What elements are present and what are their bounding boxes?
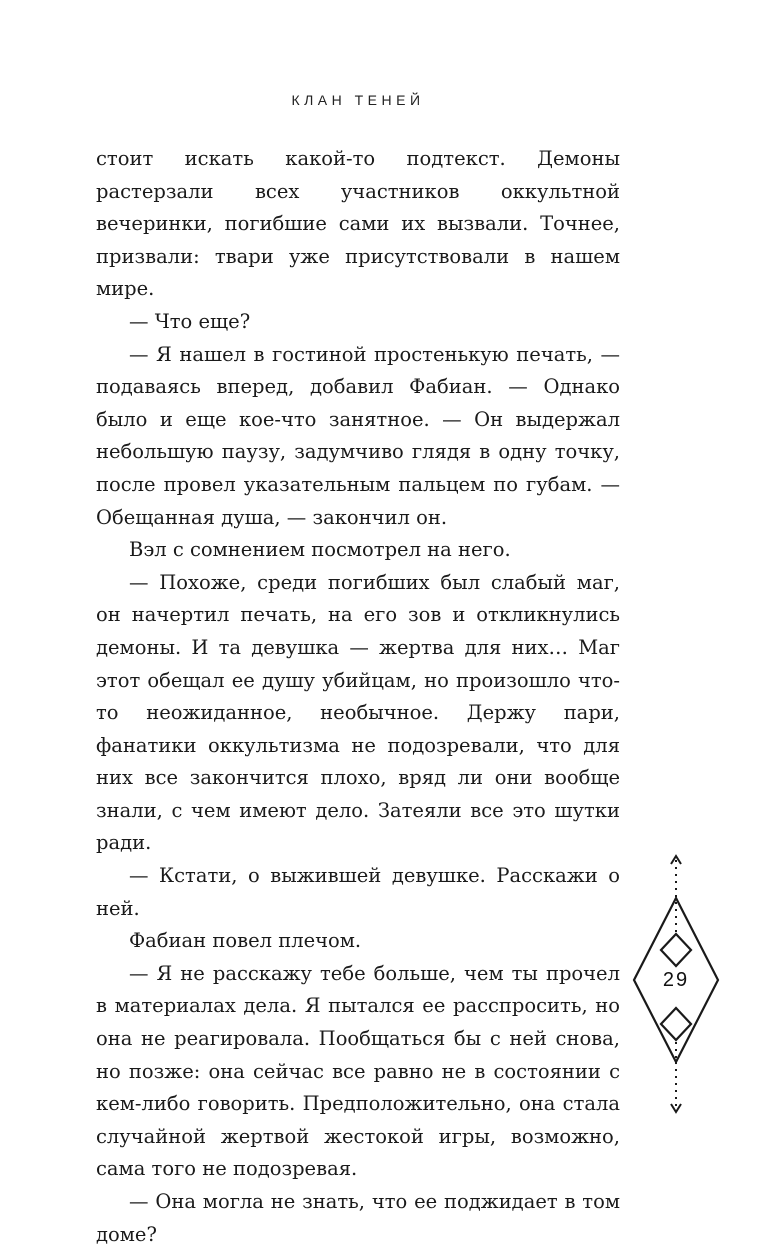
paragraph: Вэл с сомнением посмотрел на него. — [129, 538, 511, 562]
page-number: 29 — [662, 969, 690, 991]
paragraph: — Я нашел в гостиной простенькую печать, — подаваясь вперед, добавил Фабиан. — Однако было и еще кое-что занятное. — Он выдержал небольшую паузу, задумчиво глядя в одну точку, после провел указательным пальцем по губам. — Обещанная душа, — закончил он. — [96, 342, 620, 529]
paragraph: — Она могла не знать, что ее поджидает в том доме? — [96, 1190, 620, 1246]
running-head: КЛАН ТЕНЕЙ — [291, 92, 425, 108]
paragraph: стоит искать какой-то подтекст. Демоны растерзали всех участников оккультной вечеринки, погибшие сами их вызвали. Точнее, призвали: твари уже присутствовали в нашем мире. — [96, 147, 620, 301]
paragraph: — Что еще? — [129, 309, 251, 333]
body-text — [96, 143, 620, 1251]
paragraph: Фабиан повел плечом. — [129, 929, 362, 953]
paragraph: — Похоже, среди погибших был слабый маг, он начертил печать, на его зов и откликнулись демоны. И та девушка — жертва для них… Маг этот обещал ее душу убийцам, но произошло что-то неожиданное, необычное. Держу пари, фанатики оккультизма не подозревали, что для них все закончится плохо, вряд ли они вообще знали, с чем имеют дело. Затеяли все это шутки ради. — [96, 570, 620, 855]
page-folio — [626, 850, 726, 1120]
paragraph: — Кстати, о выжившей девушке. Расскажи о ней. — [96, 864, 620, 920]
paragraph: — Я не расскажу тебе больше, чем ты прочел в материалах дела. Я пытался ее расспросить, но она не реагировала. Пообщаться бы с ней снова, но позже: она сейчас все равно не в состоянии с кем-либо говорить. Предположительно, она стала случайной жертвой жестокой игры, возможно, сама того не подозревая. — [96, 961, 620, 1181]
